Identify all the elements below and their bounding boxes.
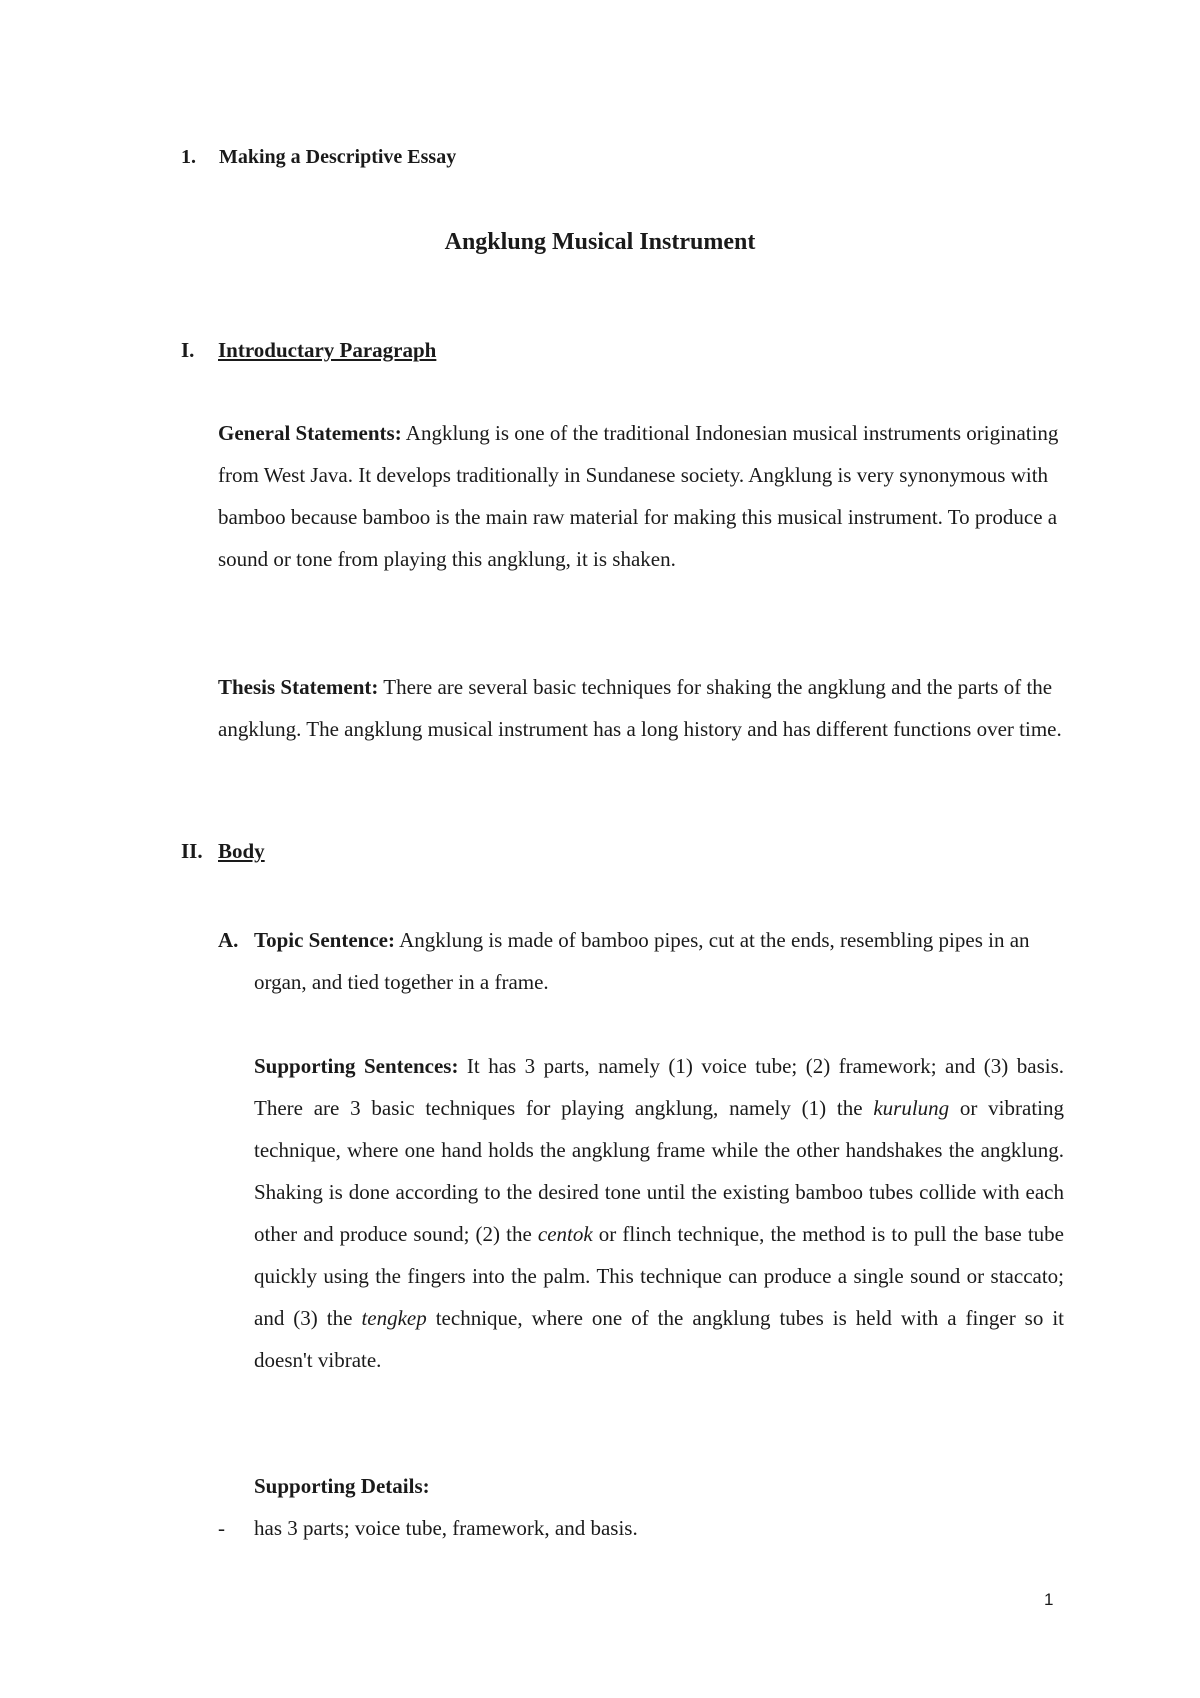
page-number: 1 <box>1044 1590 1054 1609</box>
thesis-statement-label: Thesis Statement: <box>218 675 379 699</box>
supporting-text-2: or vibrating technique, where one hand holds the angklung frame while the other handshakes the angklung. Shaking is done according to the desired tone until the existing bamboo tubes collide with each other and produce sound; (2) the <box>254 1096 1065 1246</box>
numbered-heading <box>181 146 456 169</box>
term-kurulung: kurulung <box>873 1096 950 1120</box>
supporting-sentences-label: Supporting Sentences: <box>254 1054 459 1078</box>
term-centok: centok <box>537 1222 593 1246</box>
section-label: Body <box>218 839 265 863</box>
list-item-text: has 3 parts; voice tube, framework, and basis. <box>254 1516 638 1540</box>
supporting-text-4: technique, where one of the angklung tubes is held with a finger so it doesn't vibrate. <box>254 1306 1065 1372</box>
general-statements-text: Angklung is one of the traditional Indonesian musical instruments originating from West Java. It develops traditionally in Sundanese society. Angklung is very synonymous with bamboo because bamboo is the main raw material for making this musical instrument. To produce a sound or tone from playing this angklung, it is shaken. <box>218 421 1059 571</box>
general-statements-label: General Statements: <box>218 421 402 445</box>
topic-sentence-label: Topic Sentence: <box>254 928 395 952</box>
term-tengkep: tengkep <box>361 1306 427 1330</box>
supporting-details-label: Supporting Details: <box>254 1474 430 1498</box>
thesis-statement-paragraph <box>218 666 1064 750</box>
supporting-details-list <box>218 1507 1064 1549</box>
thesis-statement-text: There are several basic techniques for shaking the angklung and the parts of the angklung. The angklung musical instrument has a long history and has different functions over time. <box>218 675 1062 741</box>
section-roman: I. <box>181 338 195 362</box>
topic-sentence-paragraph <box>218 919 1064 1003</box>
section-label: Introductary Paragraph <box>218 338 437 362</box>
topic-letter: A. <box>218 928 239 952</box>
topic-sentence-text: Angklung is made of bamboo pipes, cut at the ends, resembling pipes in an organ, and tied together in a frame. <box>254 928 1030 994</box>
section-heading-intro <box>181 338 436 363</box>
supporting-text-3: or flinch technique, the method is to pull the base tube quickly using the fingers into the palm. This technique can produce a single sound or staccato; and (3) the <box>254 1222 1064 1330</box>
supporting-text-1: It has 3 parts, namely (1) voice tube; (2) framework; and (3) basis. There are 3 basic techniques for playing angklung, namely (1) the <box>254 1054 1064 1120</box>
page-title: Angklung Musical Instrument <box>444 229 756 255</box>
topic-sentence-item <box>218 919 1064 1003</box>
heading-text: Making a Descriptive Essay <box>219 146 457 168</box>
section-heading-body <box>181 839 265 864</box>
general-statements-paragraph <box>218 412 1064 580</box>
supporting-sentences-paragraph <box>254 1045 1064 1381</box>
dash-bullet: - <box>218 1516 225 1540</box>
section-roman: II. <box>181 839 203 863</box>
list-item <box>218 1507 1064 1549</box>
heading-number: 1. <box>181 146 196 168</box>
supporting-details-heading <box>254 1465 1064 1507</box>
